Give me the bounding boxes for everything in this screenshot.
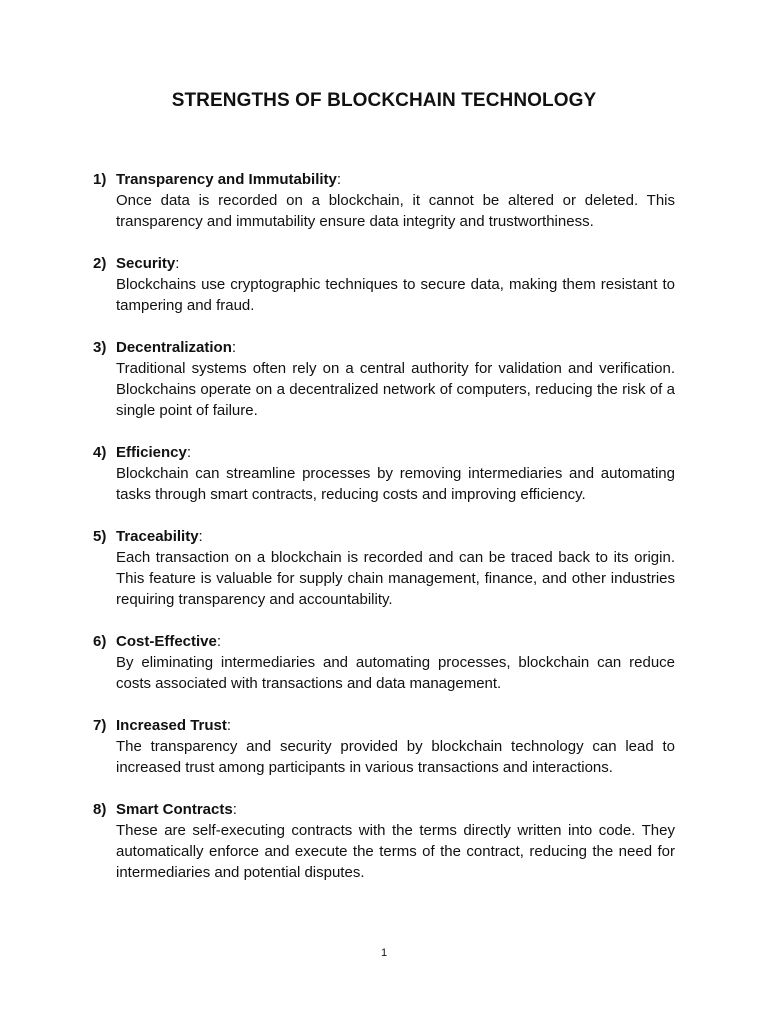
list-item: 4) Efficiency: Blockchain can streamline processes by removing intermediaries and automating tasks through smart contracts, reducing costs and improving efficiency.	[93, 444, 675, 503]
list-item: 3) Decentralization: Traditional systems often rely on a central authority for validation and verification. Blockchains operate on a decentralized network of computers, reducing the risk of a single point of failure.	[93, 339, 675, 419]
list-item: 8) Smart Contracts: These are self-executing contracts with the terms directly written into code. They automatically enforce and execute the terms of the contract, reducing the need for intermediaries and potential disputes.	[93, 801, 675, 881]
item-number: 3)	[93, 339, 107, 356]
item-body: Each transaction on a blockchain is recorded and can be traced back to its origin. This feature is valuable for supply chain management, finance, and other industries requiring transparency and accountability.	[116, 549, 675, 608]
item-heading: Efficiency	[116, 444, 187, 461]
item-heading: Security	[116, 255, 176, 272]
item-heading: Cost-Effective	[116, 633, 217, 650]
page-title: STRENGTHS OF BLOCKCHAIN TECHNOLOGY	[171, 90, 597, 111]
item-number: 5)	[93, 528, 107, 545]
item-body: The transparency and security provided by blockchain technology can lead to increased trust among participants in various transactions and interactions.	[116, 738, 675, 776]
strengths-list	[93, 169, 675, 904]
item-number: 2)	[93, 255, 107, 272]
item-heading: Transparency and Immutability	[116, 171, 337, 188]
list-item: 1) Transparency and Immutability: Once data is recorded on a blockchain, it cannot be altered or deleted. This transparency and immutability ensure data integrity and trustworthiness.	[93, 171, 675, 230]
list-item: 2) Security: Blockchains use cryptographic techniques to secure data, making them resistant to tampering and fraud.	[93, 255, 675, 314]
item-body: Blockchain can streamline processes by removing intermediaries and automating tasks through smart contracts, reducing costs and improving efficiency.	[116, 465, 675, 503]
item-number: 4)	[93, 444, 107, 461]
item-body: Traditional systems often rely on a central authority for validation and verification. Blockchains operate on a decentralized network of computers, reducing the risk of a single point of failure.	[116, 360, 675, 419]
item-heading: Increased Trust	[116, 717, 227, 734]
item-number: 6)	[93, 633, 107, 650]
list-item: 7) Increased Trust: The transparency and security provided by blockchain technology can lead to increased trust among participants in various transactions and interactions.	[93, 717, 675, 776]
item-heading: Decentralization	[116, 339, 232, 356]
item-heading: Smart Contracts	[116, 801, 233, 818]
item-body: By eliminating intermediaries and automating processes, blockchain can reduce costs associated with transactions and data management.	[116, 654, 675, 692]
item-number: 7)	[93, 717, 107, 734]
item-body: Once data is recorded on a blockchain, it cannot be altered or deleted. This transparency and immutability ensure data integrity and trustworthiness.	[116, 192, 675, 230]
list-item: 6) Cost-Effective: By eliminating intermediaries and automating processes, blockchain can reduce costs associated with transactions and data management.	[93, 633, 675, 692]
item-body: Blockchains use cryptographic techniques to secure data, making them resistant to tampering and fraud.	[116, 276, 675, 314]
page-number: 1	[380, 947, 388, 959]
item-body: These are self-executing contracts with the terms directly written into code. They automatically enforce and execute the terms of the contract, reducing the need for intermediaries and potential disputes.	[116, 822, 675, 881]
item-number: 1)	[93, 171, 107, 188]
list-item: 5) Traceability: Each transaction on a blockchain is recorded and can be traced back to its origin. This feature is valuable for supply chain management, finance, and other industries requiring transparency and accountability.	[93, 528, 675, 608]
item-heading: Traceability	[116, 528, 199, 545]
item-number: 8)	[93, 801, 107, 818]
